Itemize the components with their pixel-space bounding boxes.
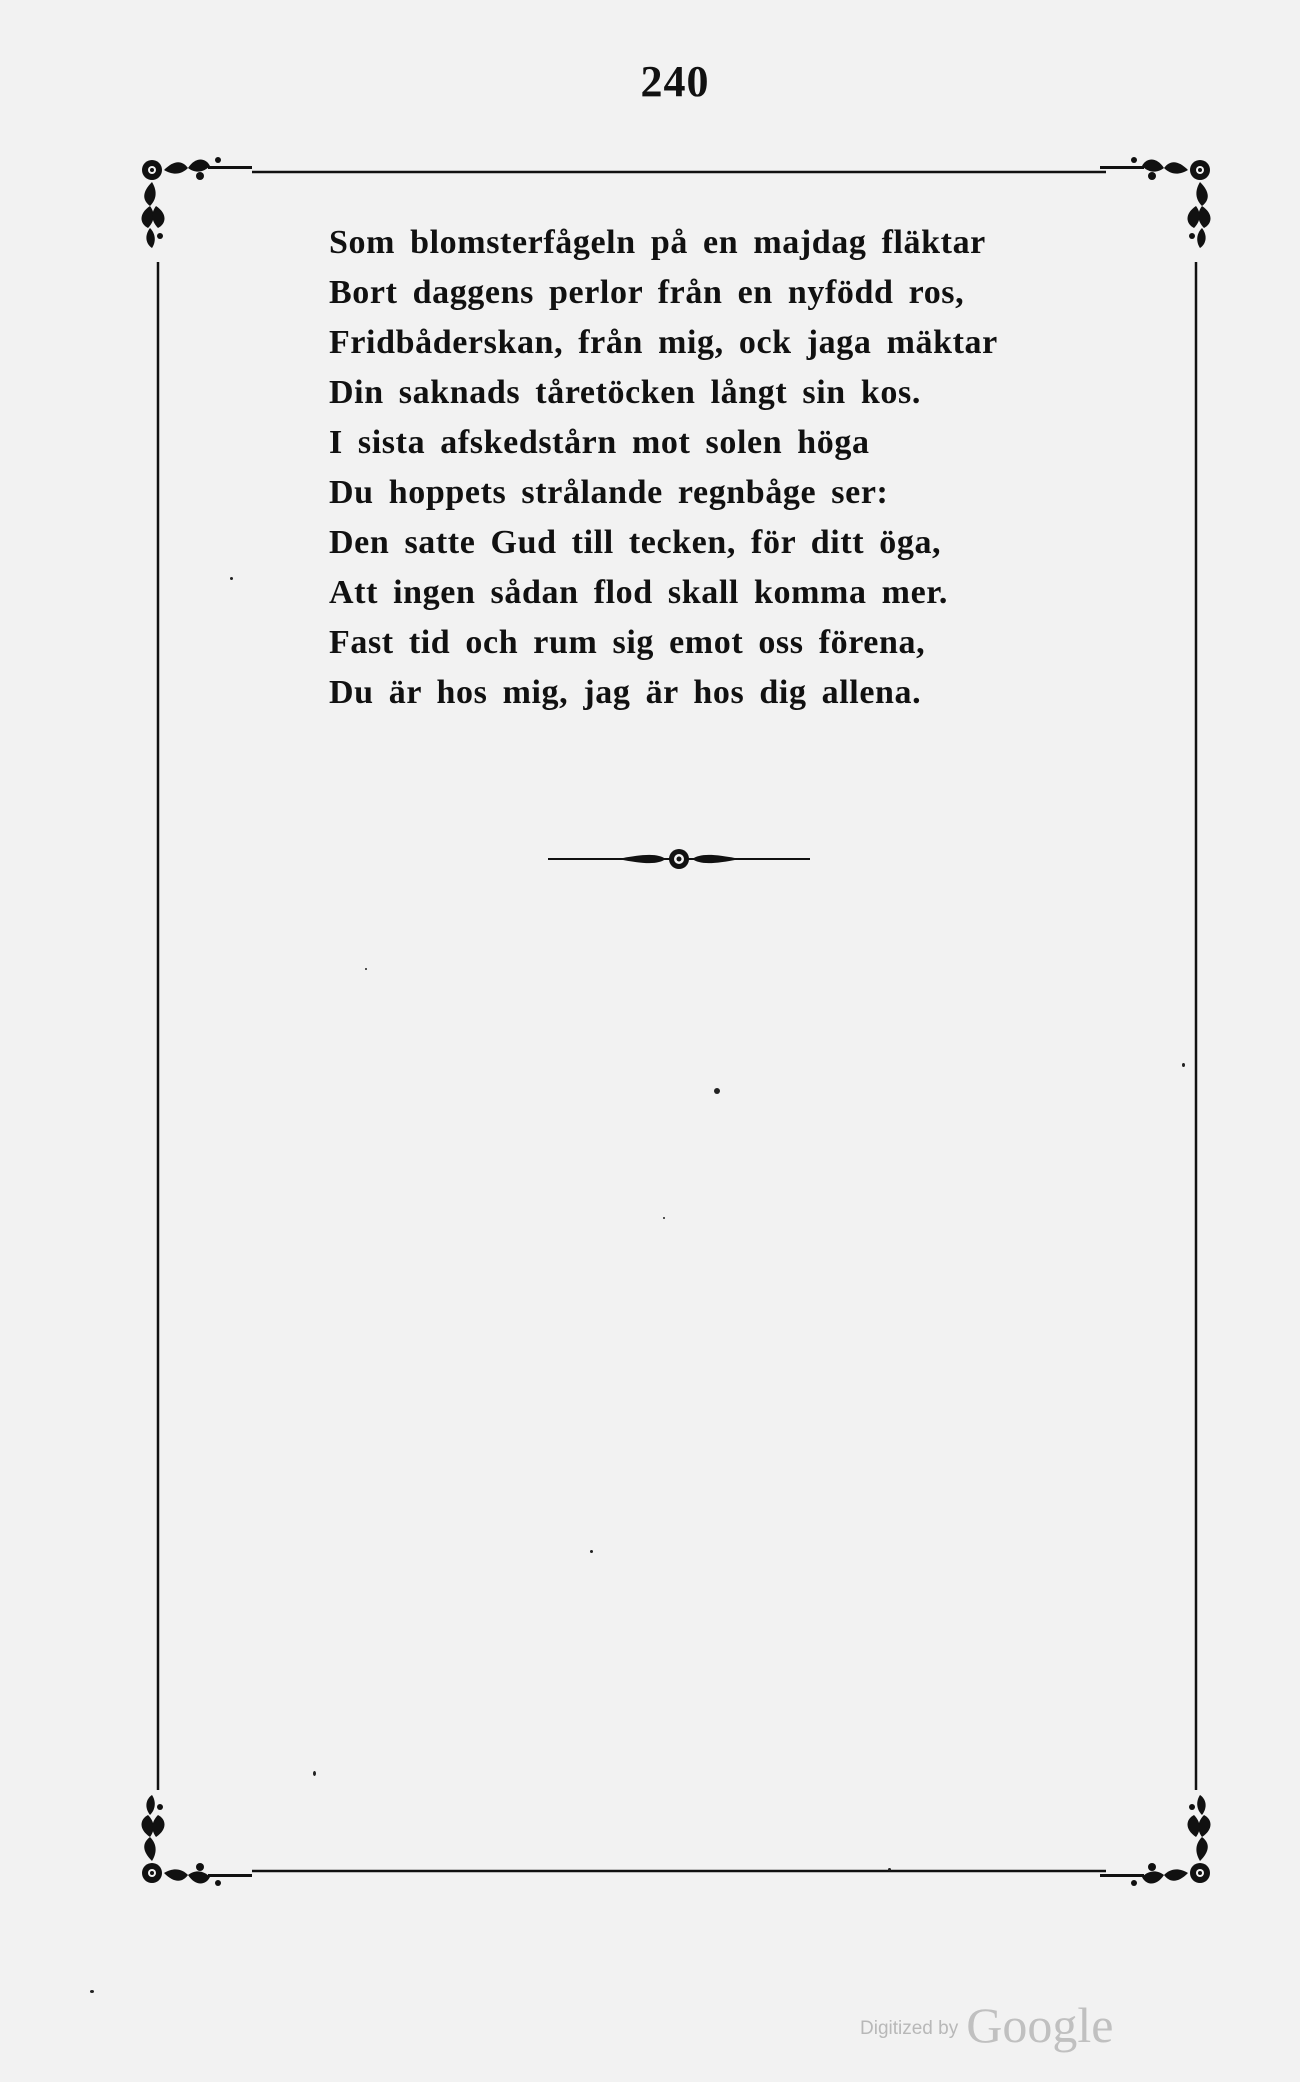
print-speck <box>230 577 233 580</box>
print-speck <box>90 1990 94 1993</box>
digitized-by-google-watermark <box>860 1990 1114 2053</box>
google-logo: Google <box>966 1997 1114 2053</box>
print-speck <box>888 1868 891 1871</box>
print-speck <box>313 1771 316 1776</box>
poem-line: I sista afskedstårn mot solen höga <box>329 424 870 461</box>
poem-line: Fridbåderskan, från mig, ock jaga mäktar <box>329 324 998 361</box>
print-speck <box>663 1217 665 1219</box>
poem-stanza <box>329 218 1109 718</box>
corner-ornament-bottom-left <box>142 1795 253 1886</box>
page-number: 240 <box>640 57 710 106</box>
print-speck <box>365 968 367 970</box>
poem-line: Att ingen sådan flod skall komma mer. <box>329 574 948 611</box>
print-speck <box>1182 1063 1185 1067</box>
poem-line: Den satte Gud till tecken, för ditt öga, <box>329 524 942 561</box>
print-speck <box>590 1550 593 1553</box>
corner-ornament-top-left <box>142 157 253 248</box>
poem-line: Du hoppets strålande regnbåge ser: <box>329 474 889 511</box>
corner-ornament-bottom-right <box>1100 1795 1211 1886</box>
poem-line: Din saknads tåretöcken långt sin kos. <box>329 374 921 411</box>
poem-line: Som blomsterfågeln på en majdag fläktar <box>329 224 986 261</box>
watermark-prefix: Digitized by <box>860 2018 959 2039</box>
print-speck <box>714 1088 720 1094</box>
poem-line: Du är hos mig, jag är hos dig allena. <box>329 674 922 711</box>
poem-line: Fast tid och rum sig emot oss förena, <box>329 624 926 661</box>
ornamental-divider <box>548 845 810 873</box>
poem-line: Bort daggens perlor från en nyfödd ros, <box>329 274 965 311</box>
corner-ornament-top-right <box>1100 157 1211 248</box>
